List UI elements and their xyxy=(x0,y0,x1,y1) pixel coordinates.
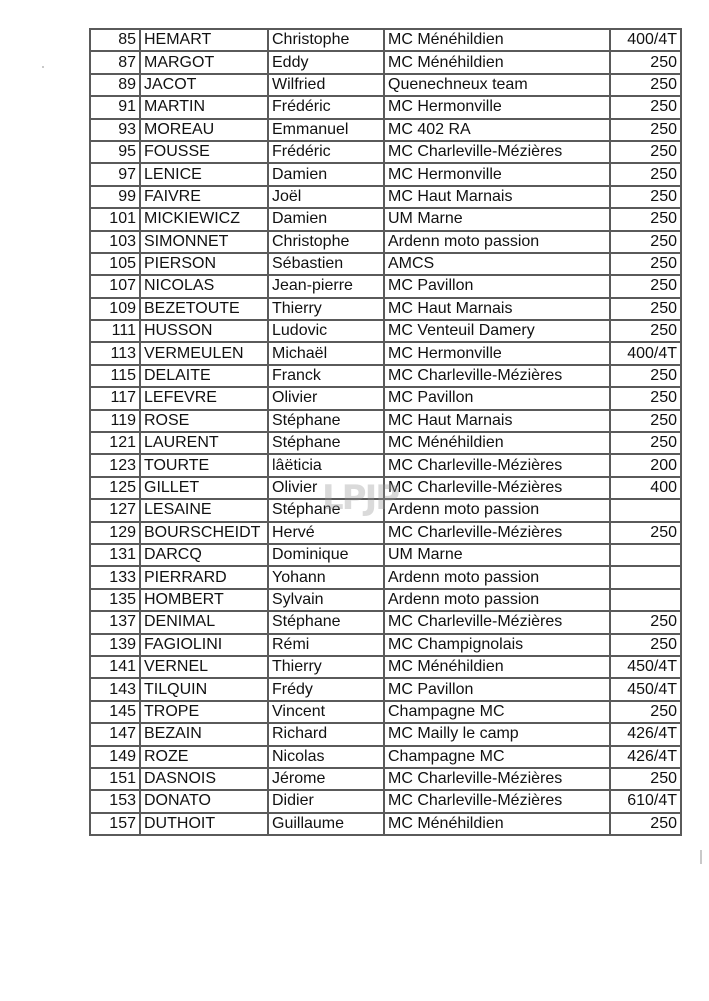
table-row xyxy=(90,29,681,51)
scan-speck xyxy=(42,66,44,68)
rider-number: 115 xyxy=(90,365,140,387)
rider-club: MC Ménéhildien xyxy=(384,432,610,454)
rider-club: MC Haut Marnais xyxy=(384,298,610,320)
rider-first-name: Rémi xyxy=(268,634,384,656)
table-row xyxy=(90,768,681,790)
rider-number: 117 xyxy=(90,387,140,409)
rider-number: 111 xyxy=(90,320,140,342)
engine-displacement: 426/4T xyxy=(610,746,681,768)
engine-displacement: 400/4T xyxy=(610,342,681,364)
scan-speck xyxy=(700,850,702,864)
rider-number: 141 xyxy=(90,656,140,678)
rider-last-name: LESAINE xyxy=(140,499,268,521)
table-row xyxy=(90,365,681,387)
rider-last-name: LEFEVRE xyxy=(140,387,268,409)
rider-first-name: Didier xyxy=(268,790,384,812)
rider-club: MC Charleville-Mézières xyxy=(384,522,610,544)
rider-last-name: FAIVRE xyxy=(140,186,268,208)
rider-club: Ardenn moto passion xyxy=(384,566,610,588)
rider-last-name: PIERSON xyxy=(140,253,268,275)
rider-first-name: Joël xyxy=(268,186,384,208)
rider-first-name: Stéphane xyxy=(268,611,384,633)
table-row xyxy=(90,51,681,73)
rider-first-name: Guillaume xyxy=(268,813,384,835)
rider-club: MC Mailly le camp xyxy=(384,723,610,745)
rider-last-name: TOURTE xyxy=(140,454,268,476)
rider-club: MC Charleville-Mézières xyxy=(384,365,610,387)
rider-number: 127 xyxy=(90,499,140,521)
rider-club: Champagne MC xyxy=(384,701,610,723)
rider-last-name: LENICE xyxy=(140,163,268,185)
rider-first-name: Sébastien xyxy=(268,253,384,275)
engine-displacement: 250 xyxy=(610,298,681,320)
table-row xyxy=(90,723,681,745)
rider-number: 101 xyxy=(90,208,140,230)
rider-last-name: NICOLAS xyxy=(140,275,268,297)
table-row xyxy=(90,790,681,812)
engine-displacement: 250 xyxy=(610,275,681,297)
rider-first-name: Hervé xyxy=(268,522,384,544)
table-row xyxy=(90,208,681,230)
table-row xyxy=(90,522,681,544)
rider-first-name: Damien xyxy=(268,208,384,230)
table-row xyxy=(90,119,681,141)
rider-last-name: SIMONNET xyxy=(140,231,268,253)
rider-last-name: HUSSON xyxy=(140,320,268,342)
engine-displacement: 250 xyxy=(610,522,681,544)
rider-last-name: DUTHOIT xyxy=(140,813,268,835)
rider-first-name: Franck xyxy=(268,365,384,387)
rider-first-name: Richard xyxy=(268,723,384,745)
registration-table xyxy=(89,28,682,836)
watermark-logo: LPJP xyxy=(322,478,399,518)
rider-number: 121 xyxy=(90,432,140,454)
table-row xyxy=(90,298,681,320)
table-row xyxy=(90,141,681,163)
engine-displacement: 250 xyxy=(610,387,681,409)
rider-first-name: Eddy xyxy=(268,51,384,73)
rider-first-name: Dominique xyxy=(268,544,384,566)
engine-displacement xyxy=(610,544,681,566)
table-row xyxy=(90,186,681,208)
engine-displacement: 450/4T xyxy=(610,656,681,678)
rider-first-name: Olivier xyxy=(268,387,384,409)
engine-displacement: 250 xyxy=(610,186,681,208)
rider-number: 107 xyxy=(90,275,140,297)
rider-number: 113 xyxy=(90,342,140,364)
table-body xyxy=(90,29,681,835)
rider-club: MC Haut Marnais xyxy=(384,186,610,208)
rider-first-name: Damien xyxy=(268,163,384,185)
engine-displacement: 250 xyxy=(610,163,681,185)
rider-first-name: Emmanuel xyxy=(268,119,384,141)
engine-displacement xyxy=(610,589,681,611)
table-row xyxy=(90,454,681,476)
rider-club: MC Venteuil Damery xyxy=(384,320,610,342)
rider-last-name: BEZETOUTE xyxy=(140,298,268,320)
rider-number: 147 xyxy=(90,723,140,745)
table-row xyxy=(90,813,681,835)
rider-first-name: Olivier xyxy=(268,477,384,499)
table-row xyxy=(90,74,681,96)
rider-number: 143 xyxy=(90,678,140,700)
table-row xyxy=(90,746,681,768)
rider-last-name: PIERRARD xyxy=(140,566,268,588)
rider-club: MC Hermonville xyxy=(384,163,610,185)
rider-last-name: ROSE xyxy=(140,410,268,432)
rider-number: 103 xyxy=(90,231,140,253)
rider-first-name: Frédy xyxy=(268,678,384,700)
rider-number: 129 xyxy=(90,522,140,544)
rider-number: 133 xyxy=(90,566,140,588)
rider-club: MC Haut Marnais xyxy=(384,410,610,432)
table-row xyxy=(90,410,681,432)
rider-first-name: Frédéric xyxy=(268,141,384,163)
table-row xyxy=(90,342,681,364)
rider-club: MC Hermonville xyxy=(384,96,610,118)
rider-club: MC Ménéhildien xyxy=(384,813,610,835)
rider-number: 145 xyxy=(90,701,140,723)
rider-number: 87 xyxy=(90,51,140,73)
table-row xyxy=(90,231,681,253)
rider-club: MC Ménéhildien xyxy=(384,656,610,678)
rider-first-name: Sylvain xyxy=(268,589,384,611)
rider-last-name: TILQUIN xyxy=(140,678,268,700)
table-row xyxy=(90,566,681,588)
table-row xyxy=(90,589,681,611)
rider-number: 139 xyxy=(90,634,140,656)
engine-displacement xyxy=(610,566,681,588)
rider-first-name: Nicolas xyxy=(268,746,384,768)
rider-number: 137 xyxy=(90,611,140,633)
rider-last-name: JACOT xyxy=(140,74,268,96)
table-row xyxy=(90,320,681,342)
rider-club: Ardenn moto passion xyxy=(384,589,610,611)
rider-last-name: VERMEULEN xyxy=(140,342,268,364)
rider-number: 91 xyxy=(90,96,140,118)
rider-first-name: Christophe xyxy=(268,29,384,51)
rider-first-name: Ludovic xyxy=(268,320,384,342)
rider-last-name: FOUSSE xyxy=(140,141,268,163)
rider-club: MC Charleville-Mézières xyxy=(384,611,610,633)
table-row xyxy=(90,387,681,409)
engine-displacement: 250 xyxy=(610,74,681,96)
engine-displacement xyxy=(610,499,681,521)
rider-last-name: DASNOIS xyxy=(140,768,268,790)
engine-displacement: 250 xyxy=(610,96,681,118)
rider-first-name: Thierry xyxy=(268,656,384,678)
engine-displacement: 250 xyxy=(610,813,681,835)
rider-club: MC Charleville-Mézières xyxy=(384,454,610,476)
rider-first-name: Yohann xyxy=(268,566,384,588)
rider-number: 123 xyxy=(90,454,140,476)
rider-first-name: Christophe xyxy=(268,231,384,253)
rider-club: UM Marne xyxy=(384,544,610,566)
rider-last-name: MOREAU xyxy=(140,119,268,141)
rider-first-name: lâëticia xyxy=(268,454,384,476)
rider-last-name: VERNEL xyxy=(140,656,268,678)
rider-club: MC 402 RA xyxy=(384,119,610,141)
rider-number: 131 xyxy=(90,544,140,566)
rider-first-name: Thierry xyxy=(268,298,384,320)
rider-last-name: GILLET xyxy=(140,477,268,499)
rider-first-name: Stéphane xyxy=(268,410,384,432)
rider-number: 157 xyxy=(90,813,140,835)
engine-displacement: 250 xyxy=(610,768,681,790)
table-row xyxy=(90,163,681,185)
rider-number: 89 xyxy=(90,74,140,96)
engine-displacement: 250 xyxy=(610,208,681,230)
engine-displacement: 426/4T xyxy=(610,723,681,745)
rider-club: MC Ménéhildien xyxy=(384,51,610,73)
rider-first-name: Frédéric xyxy=(268,96,384,118)
rider-club: Quenechneux team xyxy=(384,74,610,96)
rider-last-name: HEMART xyxy=(140,29,268,51)
rider-last-name: BOURSCHEIDT xyxy=(140,522,268,544)
rider-last-name: ROZE xyxy=(140,746,268,768)
rider-first-name: Wilfried xyxy=(268,74,384,96)
rider-first-name: Michaël xyxy=(268,342,384,364)
rider-club: Champagne MC xyxy=(384,746,610,768)
engine-displacement: 250 xyxy=(610,231,681,253)
rider-first-name: Stéphane xyxy=(268,499,384,521)
table-row xyxy=(90,432,681,454)
rider-number: 95 xyxy=(90,141,140,163)
rider-first-name: Vincent xyxy=(268,701,384,723)
rider-last-name: DARCQ xyxy=(140,544,268,566)
engine-displacement: 250 xyxy=(610,432,681,454)
rider-number: 105 xyxy=(90,253,140,275)
engine-displacement: 250 xyxy=(610,410,681,432)
rider-last-name: MICKIEWICZ xyxy=(140,208,268,230)
table-row xyxy=(90,656,681,678)
rider-first-name: Jean-pierre xyxy=(268,275,384,297)
engine-displacement: 200 xyxy=(610,454,681,476)
table-row xyxy=(90,253,681,275)
rider-club: MC Hermonville xyxy=(384,342,610,364)
rider-number: 109 xyxy=(90,298,140,320)
rider-number: 135 xyxy=(90,589,140,611)
rider-number: 125 xyxy=(90,477,140,499)
engine-displacement: 400 xyxy=(610,477,681,499)
rider-number: 149 xyxy=(90,746,140,768)
table-row xyxy=(90,96,681,118)
table-row xyxy=(90,544,681,566)
engine-displacement: 610/4T xyxy=(610,790,681,812)
rider-club: MC Pavillon xyxy=(384,387,610,409)
rider-last-name: LAURENT xyxy=(140,432,268,454)
rider-club: MC Champignolais xyxy=(384,634,610,656)
engine-displacement: 400/4T xyxy=(610,29,681,51)
engine-displacement: 250 xyxy=(610,51,681,73)
rider-first-name: Jérome xyxy=(268,768,384,790)
rider-club: MC Ménéhildien xyxy=(384,29,610,51)
table-row xyxy=(90,678,681,700)
rider-club: MC Charleville-Mézières xyxy=(384,790,610,812)
rider-last-name: HOMBERT xyxy=(140,589,268,611)
rider-number: 151 xyxy=(90,768,140,790)
rider-number: 93 xyxy=(90,119,140,141)
rider-club: Ardenn moto passion xyxy=(384,499,610,521)
rider-number: 119 xyxy=(90,410,140,432)
rider-club: MC Pavillon xyxy=(384,678,610,700)
table-row xyxy=(90,701,681,723)
engine-displacement: 250 xyxy=(610,119,681,141)
rider-last-name: FAGIOLINI xyxy=(140,634,268,656)
engine-displacement: 250 xyxy=(610,611,681,633)
table-row xyxy=(90,275,681,297)
engine-displacement: 450/4T xyxy=(610,678,681,700)
engine-displacement: 250 xyxy=(610,365,681,387)
rider-last-name: DENIMAL xyxy=(140,611,268,633)
rider-club: UM Marne xyxy=(384,208,610,230)
engine-displacement: 250 xyxy=(610,320,681,342)
rider-number: 153 xyxy=(90,790,140,812)
engine-displacement: 250 xyxy=(610,634,681,656)
engine-displacement: 250 xyxy=(610,701,681,723)
rider-club: MC Charleville-Mézières xyxy=(384,141,610,163)
rider-last-name: DELAITE xyxy=(140,365,268,387)
table-row xyxy=(90,611,681,633)
table-row xyxy=(90,634,681,656)
rider-last-name: MARTIN xyxy=(140,96,268,118)
rider-last-name: BEZAIN xyxy=(140,723,268,745)
rider-last-name: MARGOT xyxy=(140,51,268,73)
rider-number: 97 xyxy=(90,163,140,185)
engine-displacement: 250 xyxy=(610,141,681,163)
rider-club: MC Charleville-Mézières xyxy=(384,768,610,790)
rider-number: 85 xyxy=(90,29,140,51)
rider-club: MC Charleville-Mézières xyxy=(384,477,610,499)
rider-last-name: TROPE xyxy=(140,701,268,723)
rider-club: Ardenn moto passion xyxy=(384,231,610,253)
rider-club: AMCS xyxy=(384,253,610,275)
rider-club: MC Pavillon xyxy=(384,275,610,297)
rider-last-name: DONATO xyxy=(140,790,268,812)
engine-displacement: 250 xyxy=(610,253,681,275)
rider-number: 99 xyxy=(90,186,140,208)
rider-first-name: Stéphane xyxy=(268,432,384,454)
